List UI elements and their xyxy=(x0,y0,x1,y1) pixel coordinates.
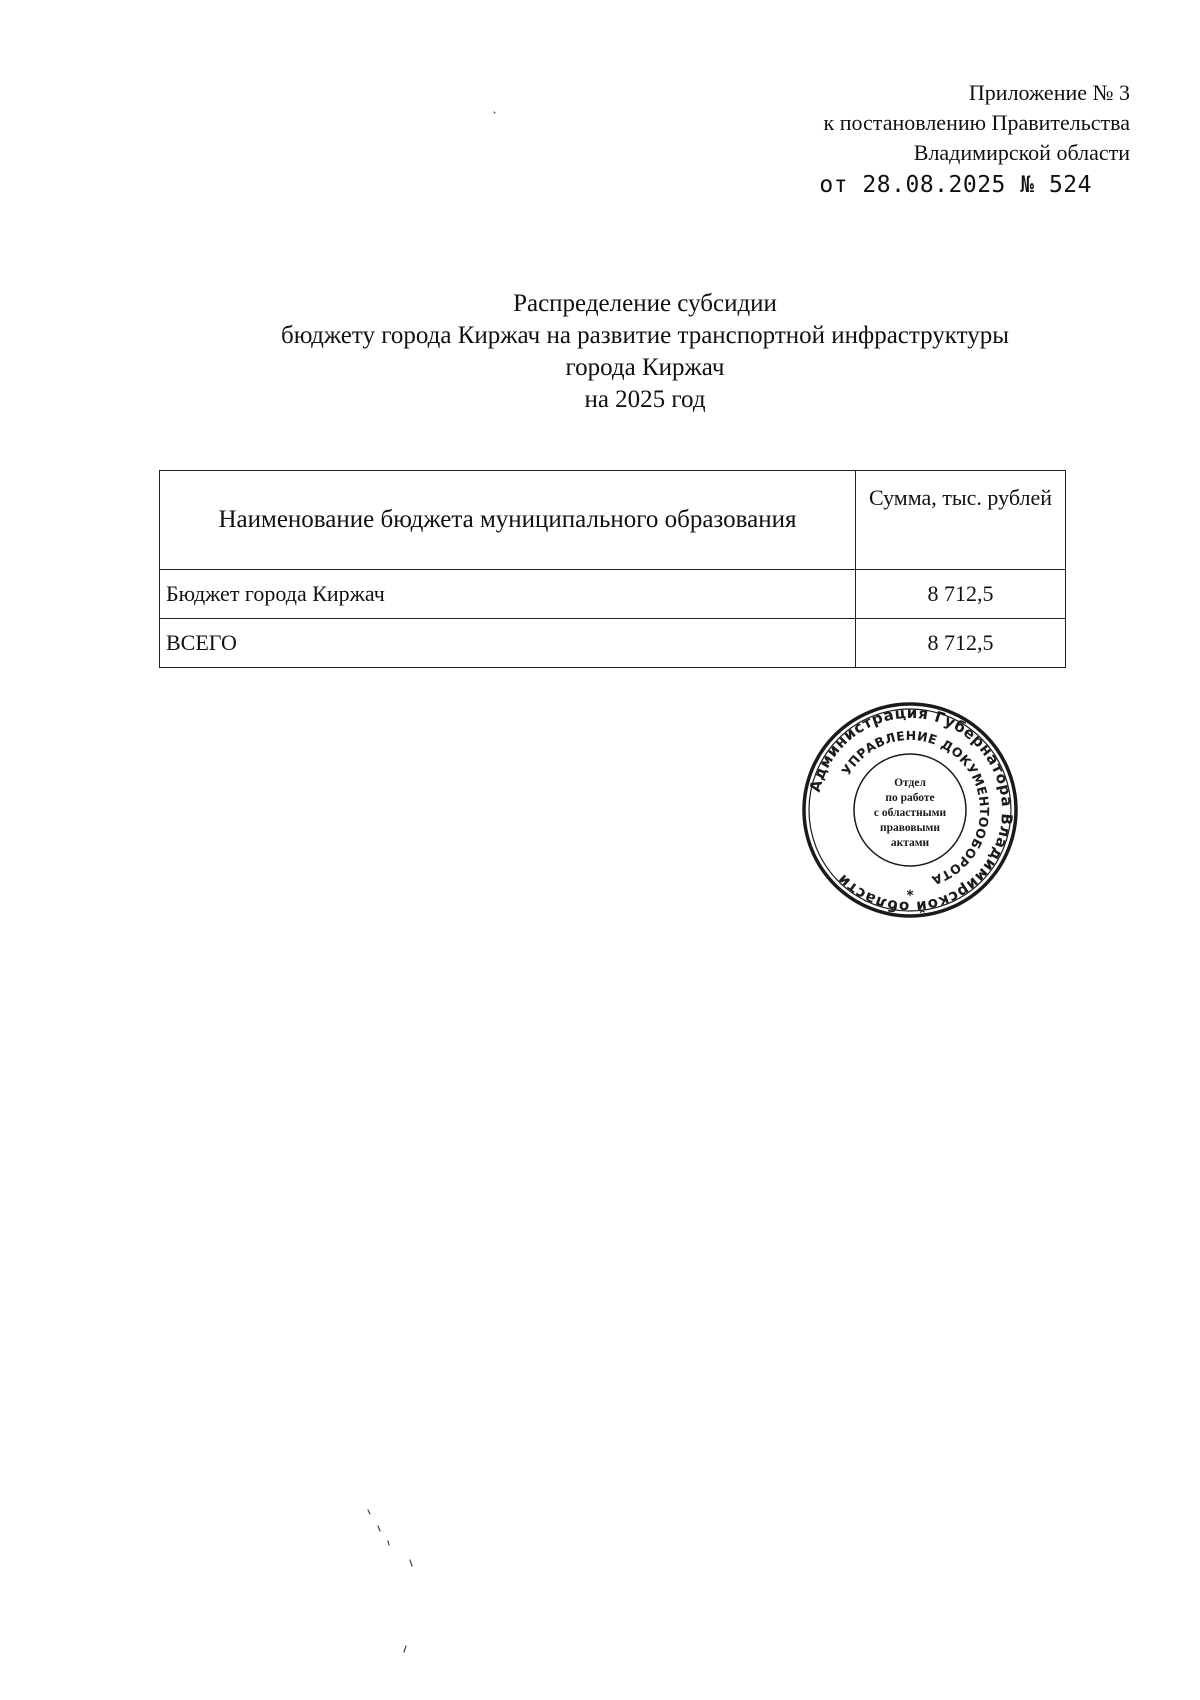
stamp-center-line: по работе xyxy=(885,792,935,804)
total-label: ВСЕГО xyxy=(160,619,856,668)
stamp-center-line: правовыми xyxy=(879,822,941,834)
title-line-2: бюджету города Киржач на развитие транспортной инфраструктуры xyxy=(280,322,1010,349)
stamp-outer-text: Администрация Губернатора Владимирской области xyxy=(805,703,1017,917)
row-sum: 8 712,5 xyxy=(856,570,1066,619)
title-line-1: Распределение субсидии xyxy=(513,290,777,317)
appendix-date-number: от 28.08.2025 № 524 xyxy=(819,172,1092,198)
stamp-center-line: с областными xyxy=(873,807,947,819)
table-row xyxy=(160,570,1066,619)
stamp-inner-text: УПРАВЛЕНИЕ ДОКУМЕНТООБОРОТА xyxy=(838,727,993,889)
official-seal-stamp xyxy=(800,700,1020,920)
stamp-center-text xyxy=(874,777,947,849)
table-header-row xyxy=(160,471,1066,570)
subsidy-table xyxy=(159,470,1066,668)
total-sum: 8 712,5 xyxy=(856,619,1066,668)
title-line-4: на 2025 год xyxy=(584,386,706,413)
document-title xyxy=(0,288,1200,416)
appendix-resolution: к постановлению Правительства xyxy=(823,110,1130,135)
row-budget-name: Бюджет города Киржач xyxy=(160,570,856,619)
appendix-region: Владимирской области xyxy=(913,140,1130,165)
stamp-star-icon: * xyxy=(906,888,914,904)
header-budget-name: Наименование бюджета муниципального образования xyxy=(160,471,856,570)
title-line-3: города Киржач xyxy=(565,354,725,381)
stamp-center-line: актами xyxy=(890,837,930,849)
header-sum: Сумма, тыс. рублей xyxy=(856,471,1066,570)
stamp-center-line: Отдел xyxy=(894,777,926,789)
appendix-number: Приложение № 3 xyxy=(968,80,1130,105)
table-row-total xyxy=(160,619,1066,668)
appendix-header xyxy=(819,78,1130,200)
